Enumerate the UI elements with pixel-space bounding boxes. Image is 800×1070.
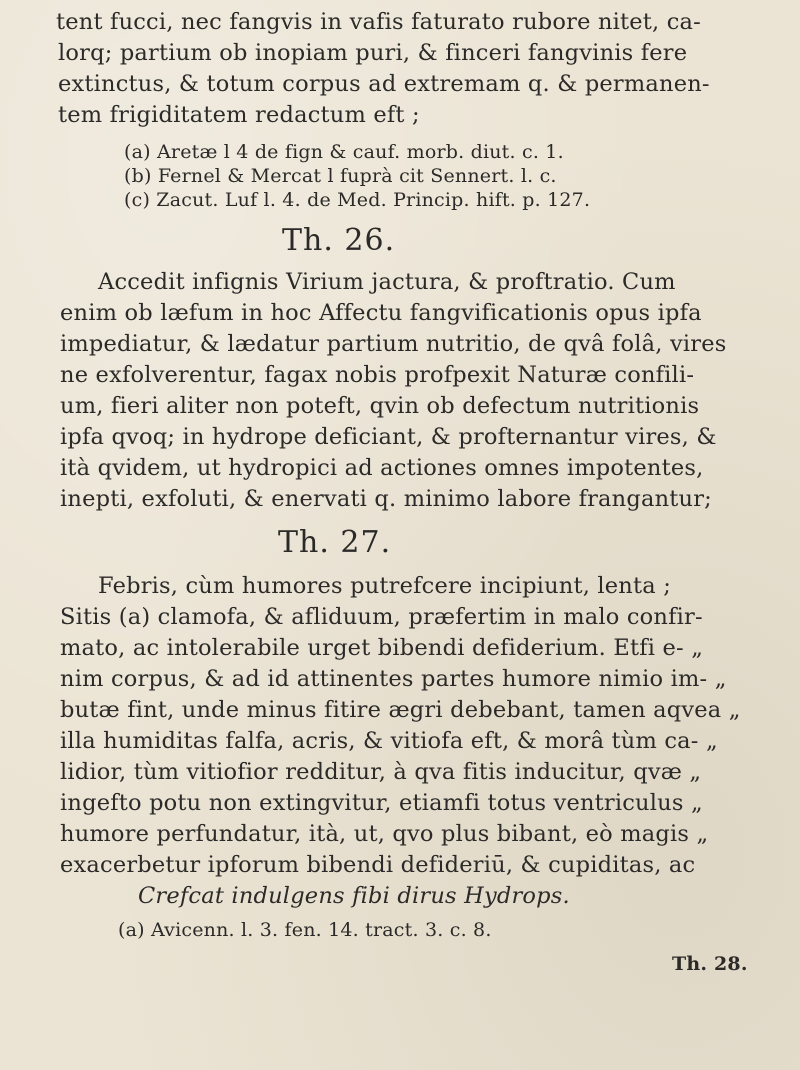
text-line: exacerbetur ipforum bibendi defideriū, & cupiditas, ac: [60, 852, 696, 878]
thesis-heading-27: Th. 27.: [278, 525, 392, 560]
text-line: Accedit infignis Virium jactura, & proftratio. Cum: [98, 269, 676, 295]
text-line: extinctus, & totum corpus ad extremam q. & permanen-: [58, 71, 710, 97]
catchword: Th. 28.: [672, 953, 748, 975]
text-line: ingefto potu non extingvitur, etiamfi totus ventriculus „: [60, 790, 703, 816]
text-line: mato, ac intolerabile urget bibendi defiderium. Etfi e- „: [60, 635, 704, 661]
text-line: humore perfundatur, ità, ut, qvo plus bibant, eò magis „: [60, 821, 709, 847]
quoted-verse: Crefcat indulgens fibi dirus Hydrops.: [138, 883, 570, 909]
text-line: ipfa qvoq; in hydrope deficiant, & profternantur vires, &: [60, 424, 717, 450]
text-line: um, fieri aliter non poteft, qvin ob defectum nutritionis: [60, 393, 700, 419]
footnote: (a) Aretæ l 4 de fign & cauf. morb. diut. c. 1.: [124, 141, 564, 163]
text-line: lidior, tùm vitiofior redditur, à qva fitis inducitur, qvæ „: [60, 759, 702, 785]
text-line: tem frigiditatem redactum eft ;: [58, 102, 420, 128]
text-line: nim corpus, & ad id attinentes partes humore nimio im- „: [60, 666, 727, 692]
text-line: Sitis (a) clamofa, & afliduum, præfertim in malo confir-: [60, 604, 703, 630]
text-line: ità qvidem, ut hydropici ad actiones omnes impotentes,: [60, 455, 704, 481]
footnote: (a) Avicenn. l. 3. fen. 14. tract. 3. c. 8.: [118, 919, 492, 941]
footnote: (c) Zacut. Luf l. 4. de Med. Princip. hift. p. 127.: [124, 189, 591, 211]
text-line: impediatur, & lædatur partium nutritio, de qvâ folâ, vires: [60, 331, 727, 357]
text-line: illa humiditas falfa, acris, & vitiofa eft, & morâ tùm ca- „: [60, 728, 718, 754]
text-line: enim ob læfum in hoc Affectu fangvificationis opus ipfa: [60, 300, 702, 326]
thesis-heading-26: Th. 26.: [282, 223, 396, 258]
text-line: ne exfolverentur, fagax nobis profpexit Naturæ confili-: [60, 362, 695, 388]
text-line: inepti, exfoluti, & enervati q. minimo labore frangantur;: [60, 486, 712, 512]
footnote: (b) Fernel & Mercat l fuprà cit Sennert. l. c.: [124, 165, 557, 187]
text-line: Febris, cùm humores putrefcere incipiunt, lenta ;: [98, 573, 671, 599]
text-line: butæ fint, unde minus fitire ægri debebant, tamen aqvea „: [60, 697, 741, 723]
text-line: tent fucci, nec fangvis in vafis faturato rubore nitet, ca-: [56, 9, 701, 35]
text-line: lorq; partium ob inopiam puri, & finceri fangvinis fere: [58, 40, 688, 66]
